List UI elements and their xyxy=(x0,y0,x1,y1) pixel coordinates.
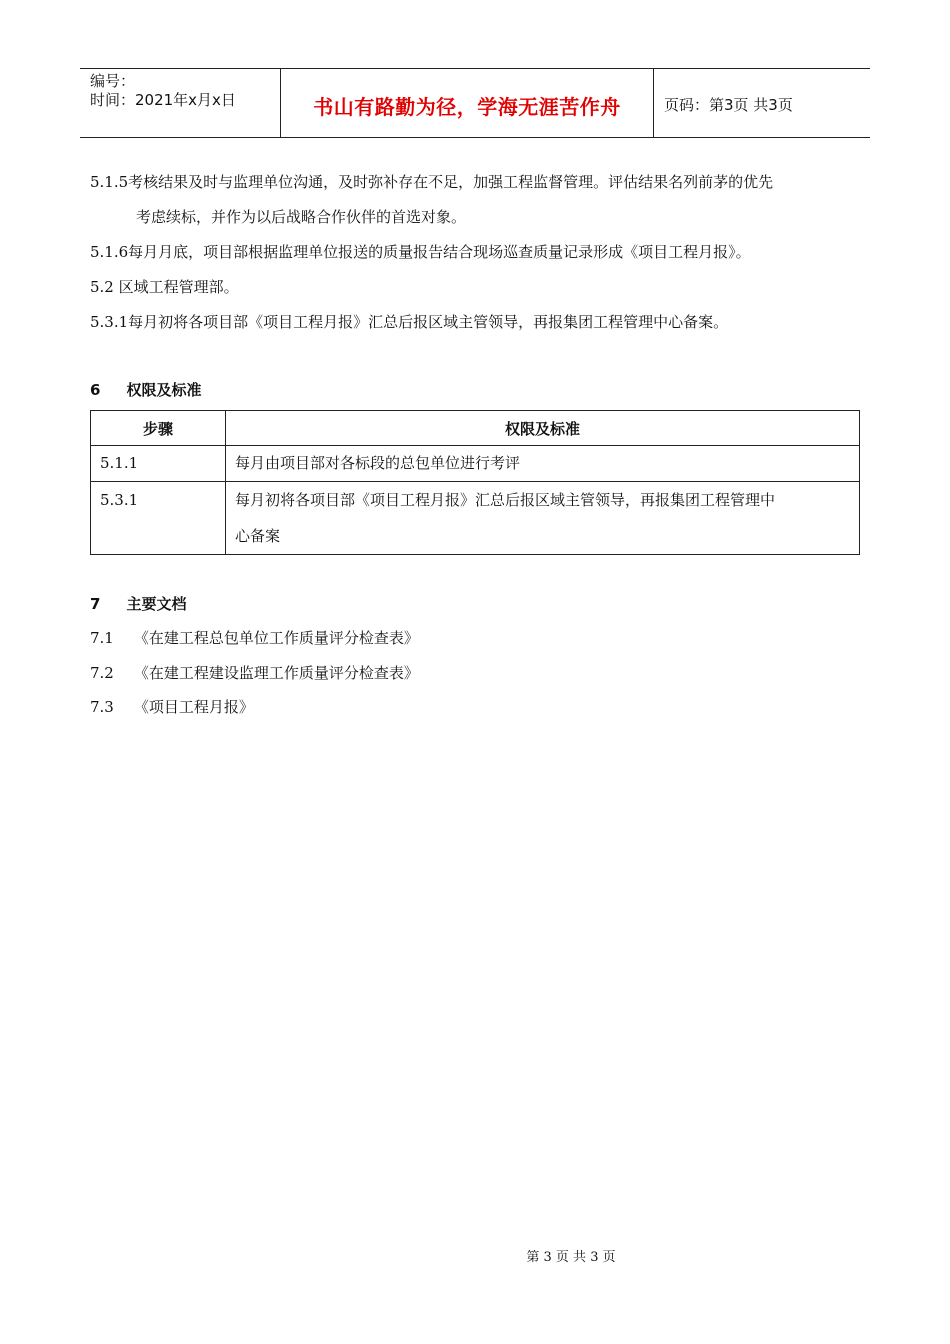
list-item-number: 7.1 xyxy=(90,629,114,647)
document-number-label: 编号： xyxy=(90,72,136,90)
table-cell-step: 5.3.1 xyxy=(91,482,226,555)
list-item-text: 《在建工程总包单位工作质量评分检查表》 xyxy=(133,629,419,647)
list-item xyxy=(90,697,254,717)
paragraph-5-1-5-line2: 考虑续标，并作为以后战略合作伙伴的首选对象。 xyxy=(136,208,467,226)
table-cell-authority xyxy=(226,446,860,482)
header-meta-cell xyxy=(80,69,281,137)
section-7-title: 主要文档 xyxy=(126,595,187,613)
section-6-heading xyxy=(90,380,201,400)
list-item xyxy=(90,663,419,683)
section-6-number: 6 xyxy=(90,381,101,399)
list-item-number: 7.2 xyxy=(90,664,114,682)
table-cell-authority xyxy=(226,482,860,555)
table-cell-step: 5.1.1 xyxy=(91,446,226,482)
table-row xyxy=(91,446,860,482)
document-time-label: 时间：2021年x月x日 xyxy=(90,91,236,109)
list-item-text: 《在建工程建设监理工作质量评分检查表》 xyxy=(133,664,419,682)
footer-page-number: 第 3 页 共 3 页 xyxy=(526,1250,616,1265)
list-item-text: 《项目工程月报》 xyxy=(133,698,254,716)
page-footer xyxy=(0,1246,950,1265)
document-header xyxy=(80,68,870,138)
table-header-row xyxy=(91,411,860,446)
section-7-number: 7 xyxy=(90,595,101,613)
table-cell-text: 每月初将各项目部《项目工程月报》汇总后报区域主管领导，再报集团工程管理中 xyxy=(235,491,776,509)
paragraph-5-1-6: 5.1.6每月月底，项目部根据监理单位报送的质量报告结合现场巡查质量记录形成《项目工程月报》。 xyxy=(90,243,751,261)
authority-table xyxy=(90,410,860,555)
paragraph-5-1-5-line1: 5.1.5考核结果及时与监理单位沟通，及时弥补存在不足，加强工程监督管理。评估结果名列前茅的优先 xyxy=(90,173,774,191)
section-6-title: 权限及标准 xyxy=(126,381,202,399)
header-motto: 书山有路勤为径，学海无涯苦作舟 xyxy=(313,95,621,119)
table-row xyxy=(91,482,860,555)
header-page-info: 页码：第3页 共3页 xyxy=(664,96,793,114)
section-7-heading xyxy=(90,594,186,614)
list-item xyxy=(90,628,419,648)
paragraph-5-2: 5.2 区域工程管理部。 xyxy=(90,278,239,296)
table-cell-text-continued: 心备案 xyxy=(235,527,281,545)
table-cell-text: 每月由项目部对各标段的总包单位进行考评 xyxy=(235,454,521,472)
header-motto-cell xyxy=(281,69,654,137)
header-page-cell xyxy=(654,69,870,137)
paragraph-5-3-1: 5.3.1每月初将各项目部《项目工程月报》汇总后报区域主管领导，再报集团工程管理中心备案。 xyxy=(90,313,729,331)
list-item-number: 7.3 xyxy=(90,698,114,716)
table-header-authority: 权限及标准 xyxy=(226,411,860,446)
table-header-step: 步骤 xyxy=(91,411,226,446)
